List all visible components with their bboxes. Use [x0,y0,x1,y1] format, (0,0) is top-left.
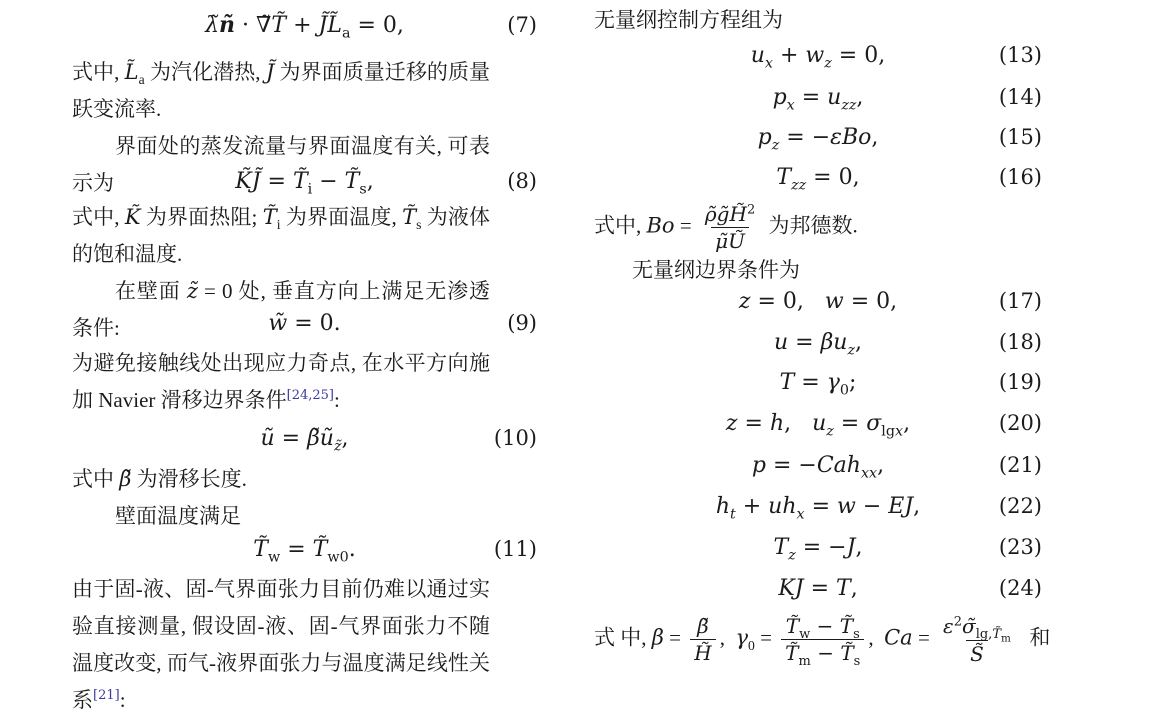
equation-10-number: (10) [493,426,537,450]
equation-17 [594,286,1042,316]
citation-21[interactable]: [21] [93,688,120,703]
paragraph-surface-tension: 由于固-液、固-气界面张力目前仍难以通过实验直接测量, 假设固-液、固-气界面张力不随温度改变, 而气-液界面张力与温度满足线性关系[21]: [72,577,490,712]
equation-11 [72,534,537,564]
equation-8-math: K̃J̃ = $T̃_i$ − $T̃_s$, [235,168,374,197]
paragraph-navier-slip: 为避免接触线处出现应力奇点, 在水平方向施加 Navier 滑移边界条件[24,25]: [72,351,490,412]
paragraph-boundary-conditions: 无量纲边界条件为 [632,258,800,282]
equation-13 [594,40,1042,70]
equation-22-math: $h_t + uh_x = w$ − EJ, [715,493,921,522]
equation-7 [72,10,537,40]
equation-16-math: $T_{zz} = 0$, [776,164,860,193]
equation-22-number: (22) [998,494,1042,518]
paragraph-bond-number: 式中, Bo = $\frac{\rhõg̃H̃^2}{\mũŨ}$ 为邦德数. [594,202,858,253]
equation-22 [594,491,1042,521]
equation-14 [594,82,1042,112]
left-column [72,0,537,712]
paragraph-wall-temperature: 壁面温度满足 [115,504,241,528]
right-column [594,0,1051,688]
equation-21-number: (21) [998,453,1042,477]
paragraph-no-penetration: 在壁面 z̃ = 0 处, 垂直方向上满足无渗透条件: [72,279,491,340]
equation-18-number: (18) [998,330,1042,354]
equation-21-math: p = −Cah$_{xx}$, [751,452,885,481]
equation-19-number: (19) [998,370,1042,394]
equation-11-number: (11) [493,537,537,561]
equation-9-math: w̃ = 0. [268,310,341,336]
equation-23 [594,532,1042,562]
bond-number-fraction: $\frac{\rhõg̃H̃^2}{\mũŨ}$ [704,202,756,253]
equation-11-math: $T̃_w$ = $T̃_{w0}$. [253,536,356,565]
equation-17-math: z = 0, w = 0, [738,288,898,314]
equation-18-math: $u = \beta u_z$, [773,329,863,358]
equation-17-number: (17) [998,289,1042,313]
equation-7-math: λ̃ñ · ∇̃T̃ + $J̃L̃_a = 0$, [205,12,404,42]
equation-18 [594,327,1042,357]
equation-15 [594,122,1042,152]
equation-8-number: (8) [507,169,537,193]
equation-15-number: (15) [998,125,1042,149]
equation-21 [594,450,1042,480]
paragraph-parameter-definitions: 式 中, β = $\frac{\betã}{H̃}$ , $\gamma_0$ = $\frac{T̃_w - T̃_s}{T̃_m - T̃_s}$ , Ca = $\frac{\varepsilon^2\sigmã_{lg,T̃_m}}{S̃}$ 和 [594,614,1051,670]
equation-24-math: KJ = T, [778,575,858,601]
gamma0-fraction: $\frac{T̃_w - T̃_s}{T̃_m - T̃_s}$ [781,613,864,666]
citation-24-25[interactable]: [24,25] [286,388,335,403]
equation-19 [594,367,1042,397]
equation-10-math: ũ = $\betãũ_{z̃}$, [260,425,349,454]
equation-24-number: (24) [998,576,1042,600]
paragraph-dimensionless-equations: 无量纲控制方程组为 [594,8,783,32]
equation-9-number: (9) [507,311,537,335]
equation-8 [72,166,537,196]
equation-13-math: $u_x + w_z = 0$, [750,42,886,71]
equation-10 [72,423,537,453]
equation-7-number: (7) [507,13,537,37]
equation-20-number: (20) [998,411,1042,435]
equation-16-number: (16) [998,165,1042,189]
equation-20-math: z = h, $u_z = \sigma_{lgx}$, [725,410,911,439]
equation-23-number: (23) [998,535,1042,559]
ca-fraction: $\frac{\varepsilon^2\sigmã_{lg,T̃_m}}{S̃}$ [943,614,1011,666]
equation-24 [594,573,1042,603]
equation-14-number: (14) [998,85,1042,109]
equation-9 [72,308,537,338]
paragraph-slip-length: 式中 β̃ 为滑移长度. [72,467,247,491]
paragraph-latent-heat: 式中, $L̃_a$ 为汽化潜热, J̃ 为界面质量迁移的质量跃变流率. [72,60,491,121]
equation-20 [594,408,1042,438]
paragraph-thermal-resistance: 式中, K̃ 为界面热阻; $T̃_i$ 为界面温度, $T̃_s$ 为液体的饱和温度. [72,205,491,266]
equation-15-math: $p_z = -\varepsilon Bo$, [757,124,879,153]
equation-14-math: $p_x = u_{zz}$, [772,84,864,113]
paragraph-evaporation-flux: 界面处的蒸发流量与界面温度有关, 可表示为 [72,134,490,195]
equation-19-math: $T = \gamma_0$; [779,369,857,398]
beta-fraction: $\frac{\betã}{H̃}$ [690,613,715,666]
equation-13-number: (13) [998,43,1042,67]
equation-23-math: $T_z = -J$, [773,534,863,563]
equation-16 [594,162,1042,192]
